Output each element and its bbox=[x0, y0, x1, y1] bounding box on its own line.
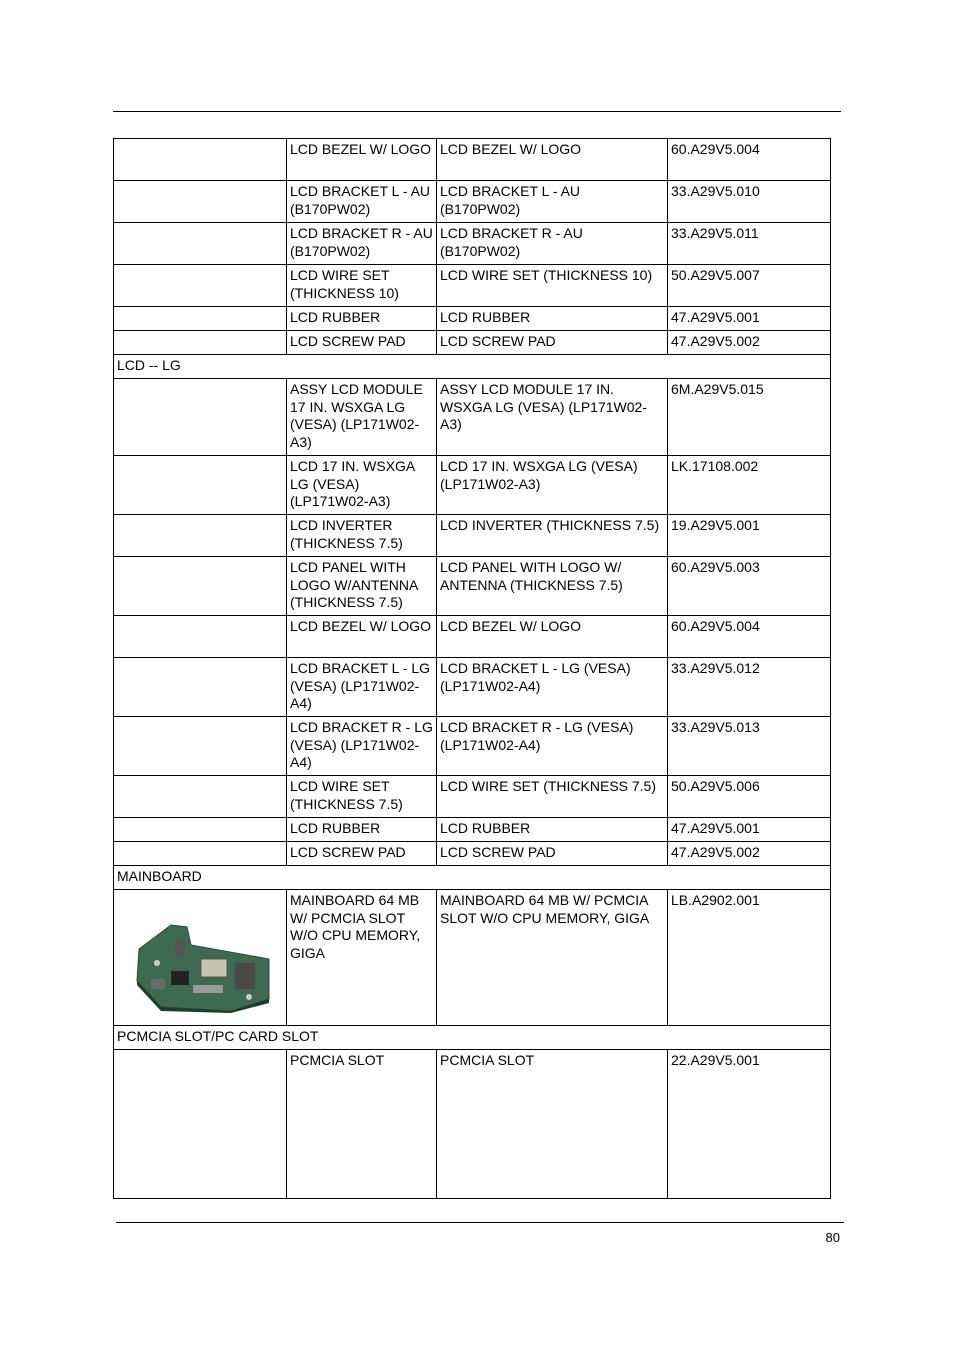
picture-cell bbox=[114, 717, 287, 776]
part-number-cell: 47.A29V5.002 bbox=[668, 842, 831, 866]
table-row bbox=[114, 379, 831, 456]
mainboard-photo bbox=[131, 919, 271, 1013]
part-name-cell: LCD BRACKET R - AU (B170PW02) bbox=[287, 223, 437, 265]
picture-cell bbox=[114, 223, 287, 265]
section-title: PCMCIA SLOT/PC CARD SLOT bbox=[114, 1026, 831, 1050]
part-number-cell: 47.A29V5.001 bbox=[668, 307, 831, 331]
description-cell: LCD BEZEL W/ LOGO bbox=[437, 139, 668, 181]
picture-cell bbox=[114, 557, 287, 616]
part-name-cell: LCD BEZEL W/ LOGO bbox=[287, 616, 437, 658]
footer-rule bbox=[116, 1222, 844, 1223]
part-name-cell: LCD BRACKET R - LG (VESA) (LP171W02-A4) bbox=[287, 717, 437, 776]
description-cell: LCD WIRE SET (THICKNESS 10) bbox=[437, 265, 668, 307]
picture-cell bbox=[114, 1050, 287, 1199]
picture-cell bbox=[114, 616, 287, 658]
section-row bbox=[114, 355, 831, 379]
part-number-cell: 60.A29V5.004 bbox=[668, 616, 831, 658]
description-cell: LCD 17 IN. WSXGA LG (VESA) (LP171W02-A3) bbox=[437, 456, 668, 515]
part-name-cell: LCD RUBBER bbox=[287, 307, 437, 331]
picture-cell bbox=[114, 842, 287, 866]
table-row bbox=[114, 181, 831, 223]
picture-cell bbox=[114, 139, 287, 181]
table-row bbox=[114, 557, 831, 616]
part-name-cell: LCD SCREW PAD bbox=[287, 331, 437, 355]
description-cell: LCD PANEL WITH LOGO W/ ANTENNA (THICKNESS 7.5) bbox=[437, 557, 668, 616]
part-number-cell: 33.A29V5.011 bbox=[668, 223, 831, 265]
description-cell: LCD RUBBER bbox=[437, 307, 668, 331]
part-name-cell: LCD SCREW PAD bbox=[287, 842, 437, 866]
section-row bbox=[114, 1026, 831, 1050]
picture-cell bbox=[114, 456, 287, 515]
part-number-cell: 33.A29V5.013 bbox=[668, 717, 831, 776]
description-cell: LCD WIRE SET (THICKNESS 7.5) bbox=[437, 776, 668, 818]
table-row bbox=[114, 456, 831, 515]
part-number-cell: 47.A29V5.002 bbox=[668, 331, 831, 355]
part-number-cell: 60.A29V5.003 bbox=[668, 557, 831, 616]
picture-cell bbox=[114, 890, 287, 1026]
table-row bbox=[114, 842, 831, 866]
part-number-cell: LK.17108.002 bbox=[668, 456, 831, 515]
table-row bbox=[114, 331, 831, 355]
table-row bbox=[114, 223, 831, 265]
table-row bbox=[114, 818, 831, 842]
description-cell: LCD RUBBER bbox=[437, 818, 668, 842]
table-row bbox=[114, 616, 831, 658]
part-name-cell: LCD RUBBER bbox=[287, 818, 437, 842]
part-name-cell: LCD BRACKET L - LG (VESA) (LP171W02-A4) bbox=[287, 658, 437, 717]
section-row bbox=[114, 866, 831, 890]
description-cell: MAINBOARD 64 MB W/ PCMCIA SLOT W/O CPU MEMORY, GIGA bbox=[437, 890, 668, 1026]
part-name-cell: LCD WIRE SET (THICKNESS 10) bbox=[287, 265, 437, 307]
picture-cell bbox=[114, 776, 287, 818]
part-name-cell: LCD PANEL WITH LOGO W/ANTENNA (THICKNESS 7.5) bbox=[287, 557, 437, 616]
part-number-cell: 33.A29V5.012 bbox=[668, 658, 831, 717]
part-name-cell: LCD 17 IN. WSXGA LG (VESA) (LP171W02-A3) bbox=[287, 456, 437, 515]
description-cell: LCD BEZEL W/ LOGO bbox=[437, 616, 668, 658]
section-title: LCD -- LG bbox=[114, 355, 831, 379]
description-cell: LCD INVERTER (THICKNESS 7.5) bbox=[437, 515, 668, 557]
section-title: MAINBOARD bbox=[114, 866, 831, 890]
table-row bbox=[114, 265, 831, 307]
part-name-cell: PCMCIA SLOT bbox=[287, 1050, 437, 1199]
part-number-cell: LB.A2902.001 bbox=[668, 890, 831, 1026]
description-cell: LCD BRACKET L - LG (VESA) (LP171W02-A4) bbox=[437, 658, 668, 717]
picture-cell bbox=[114, 307, 287, 331]
part-name-cell: LCD BEZEL W/ LOGO bbox=[287, 139, 437, 181]
part-name-cell: LCD WIRE SET (THICKNESS 7.5) bbox=[287, 776, 437, 818]
table-row bbox=[114, 139, 831, 181]
part-number-cell: 50.A29V5.006 bbox=[668, 776, 831, 818]
part-name-cell: LCD INVERTER (THICKNESS 7.5) bbox=[287, 515, 437, 557]
part-number-cell: 50.A29V5.007 bbox=[668, 265, 831, 307]
picture-cell bbox=[114, 515, 287, 557]
description-cell: LCD BRACKET L - AU (B170PW02) bbox=[437, 181, 668, 223]
part-number-cell: 6M.A29V5.015 bbox=[668, 379, 831, 456]
table-row bbox=[114, 1050, 831, 1199]
picture-cell bbox=[114, 265, 287, 307]
table-row bbox=[114, 776, 831, 818]
description-cell: LCD SCREW PAD bbox=[437, 842, 668, 866]
part-number-cell: 19.A29V5.001 bbox=[668, 515, 831, 557]
table-row bbox=[114, 658, 831, 717]
picture-cell bbox=[114, 379, 287, 456]
part-number-cell: 60.A29V5.004 bbox=[668, 139, 831, 181]
part-number-cell: 33.A29V5.010 bbox=[668, 181, 831, 223]
parts-table bbox=[113, 138, 831, 1199]
description-cell: LCD SCREW PAD bbox=[437, 331, 668, 355]
description-cell: ASSY LCD MODULE 17 IN. WSXGA LG (VESA) (LP171W02-A3) bbox=[437, 379, 668, 456]
picture-cell bbox=[114, 818, 287, 842]
page-number: 80 bbox=[825, 1230, 840, 1245]
picture-cell bbox=[114, 181, 287, 223]
table-row bbox=[114, 890, 831, 1026]
description-cell: LCD BRACKET R - LG (VESA) (LP171W02-A4) bbox=[437, 717, 668, 776]
part-number-cell: 47.A29V5.001 bbox=[668, 818, 831, 842]
part-name-cell: ASSY LCD MODULE 17 IN. WSXGA LG (VESA) (LP171W02-A3) bbox=[287, 379, 437, 456]
part-name-cell: MAINBOARD 64 MB W/ PCMCIA SLOT W/O CPU MEMORY, GIGA bbox=[287, 890, 437, 1026]
picture-cell bbox=[114, 658, 287, 717]
part-name-cell: LCD BRACKET L - AU (B170PW02) bbox=[287, 181, 437, 223]
part-number-cell: 22.A29V5.001 bbox=[668, 1050, 831, 1199]
table-row bbox=[114, 515, 831, 557]
table-row bbox=[114, 307, 831, 331]
picture-cell bbox=[114, 331, 287, 355]
table-row bbox=[114, 717, 831, 776]
description-cell: LCD BRACKET R - AU (B170PW02) bbox=[437, 223, 668, 265]
description-cell: PCMCIA SLOT bbox=[437, 1050, 668, 1199]
header-rule bbox=[113, 111, 841, 112]
